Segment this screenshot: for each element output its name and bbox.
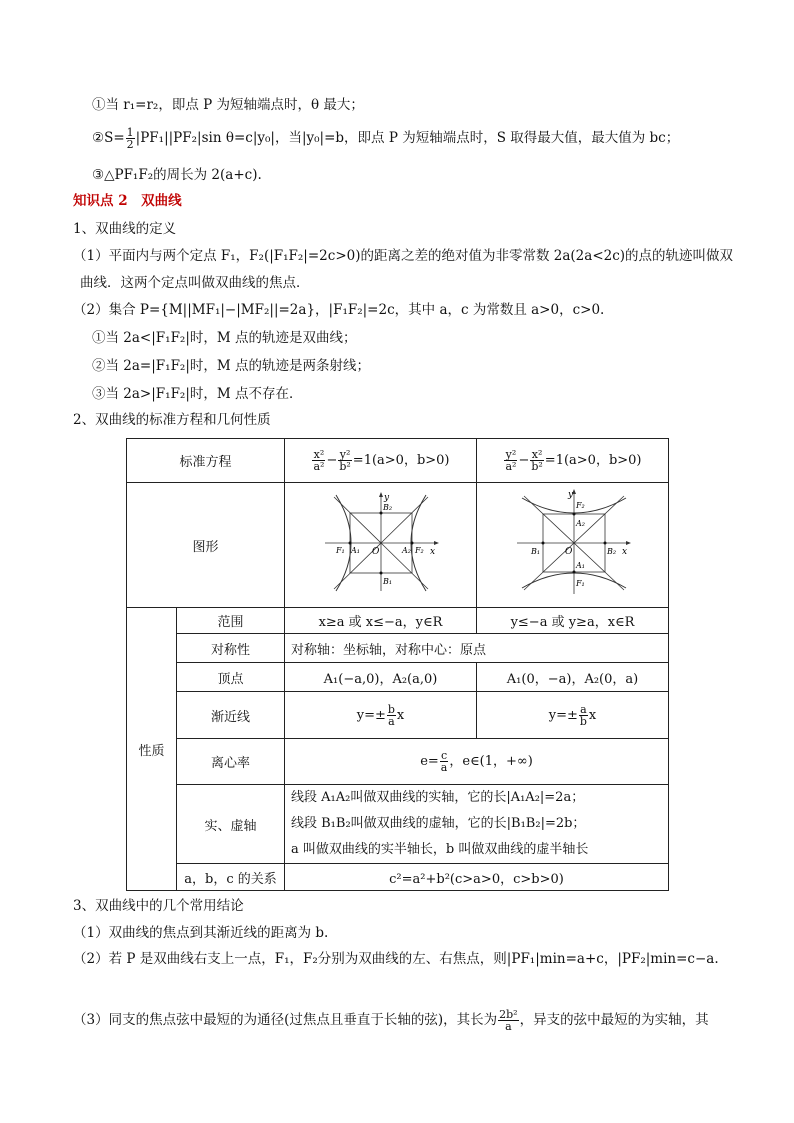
s3-conclusion-3: （3）同支的焦点弦中最短的为通径(过焦点且垂直于长轴的弦)，其长为 $\frac{\text{2b²}}{a}$ ，异支的弦中最短的为实轴，其 xyxy=(73,1008,709,1033)
std-eq-vertical: $\frac{\text{y²}}{\text{a²}}$ − $\frac{\text{x²}}{\text{b²}}$ =1(a>0，b>0) xyxy=(477,439,669,483)
svg-text:A₂: A₂ xyxy=(575,519,585,528)
svg-text:B₂: B₂ xyxy=(606,547,616,556)
s2-title: 2、双曲线的标准方程和几何性质 xyxy=(73,412,271,428)
half-fraction: $\frac{1}{2}$ xyxy=(126,126,134,151)
svg-text:O: O xyxy=(371,547,379,557)
asymptote-horizontal: y=± $\frac{b}{a}$ x xyxy=(285,692,477,739)
s3-title: 3、双曲线中的几个常用结论 xyxy=(73,898,244,914)
range-vertical: y≤−a 或 y≥a，x∈R xyxy=(477,608,669,634)
hyperbola-properties-table xyxy=(126,438,669,891)
svg-text:y: y xyxy=(567,490,573,500)
svg-text:x: x xyxy=(621,547,627,557)
ellipse-item-2 xyxy=(92,126,679,150)
s1-p1b: 曲线．这两个定点叫做双曲线的焦点． xyxy=(80,275,310,291)
hyperbola-vertical-figure xyxy=(514,488,632,598)
eccentricity-value: e= $\frac{c}{a}$ ，e∈(1，+∞) xyxy=(285,739,669,785)
s1-p2: （2）集合 P={M||MF₁|−|MF₂||=2a}，|F₁F₂|=2c，其中 a，c 为常数且 a>0，c>0. xyxy=(73,302,605,318)
figure-vertical xyxy=(477,483,669,608)
vertex-label: 顶点 xyxy=(177,663,285,692)
svg-text:x: x xyxy=(429,547,435,557)
svg-text:F₂: F₂ xyxy=(575,501,585,510)
svg-text:F₁: F₁ xyxy=(575,579,585,588)
item2-post: |PF₁||PF₂|sin θ=c|y₀|，当|y₀|=b，即点 P 为短轴端点时，S 取得最大值，最大值为 bc； xyxy=(135,130,680,146)
figure-label: 图形 xyxy=(127,483,285,608)
svg-text:A₂: A₂ xyxy=(401,546,411,555)
ellipse-item-3: ③△PF₁F₂的周长为 2(a+c). xyxy=(92,167,262,183)
asymptote-vertical: y=± $\frac{a}{b}$ x xyxy=(477,692,669,739)
vertex-horizontal: A₁(−a,0)，A₂(a,0) xyxy=(285,663,477,692)
svg-text:F₂: F₂ xyxy=(414,546,424,555)
svg-text:O: O xyxy=(564,547,572,557)
svg-text:A₁: A₁ xyxy=(350,546,360,555)
ellipse-item-1: ①当 r₁=r₂，即点 P 为短轴端点时，θ 最大； xyxy=(92,97,364,113)
vertex-vertical: A₁(0，−a)，A₂(0，a) xyxy=(477,663,669,692)
real-axis-text: 线段 A₁A₂叫做双曲线的实轴，它的长|A₁A₂|=2a； xyxy=(291,790,585,805)
std-eq-label: 标准方程 xyxy=(127,439,285,483)
s1-case-1: ①当 2a<|F₁F₂|时，M 点的轨迹是双曲线； xyxy=(92,330,357,346)
s1-case-2: ②当 2a=|F₁F₂|时，M 点的轨迹是两条射线； xyxy=(92,358,371,374)
svg-text:y: y xyxy=(383,493,389,503)
abc-relation: c²=a²+b²(c>a>0，c>b>0) xyxy=(285,864,669,891)
svg-text:B₁: B₁ xyxy=(530,547,540,556)
imaginary-axis-text: 线段 B₁B₂叫做双曲线的虚轴，它的长|B₁B₂|=2b； xyxy=(291,816,586,831)
section-heading: 知识点 2 双曲线 xyxy=(73,193,182,209)
range-label: 范围 xyxy=(177,608,285,634)
axes-label: 实、虚轴 xyxy=(177,785,285,864)
s3-conclusion-1: （1）双曲线的焦点到其渐近线的距离为 b. xyxy=(73,925,329,941)
s1-p1a: （1）平面内与两个定点 F₁，F₂(|F₁F₂|=2c>0)的距离之差的绝对值为非零常数 2a(2a<2c)的点的轨迹叫做双 xyxy=(73,248,734,264)
abc-label: a，b，c 的关系 xyxy=(177,864,285,891)
s1-case-3: ③当 2a>|F₁F₂|时，M 点不存在． xyxy=(92,386,303,402)
axes-value xyxy=(285,785,669,864)
symmetry-label: 对称性 xyxy=(177,634,285,663)
range-horizontal: x≥a 或 x≤−a，y∈R xyxy=(285,608,477,634)
item2-pre: ②S= xyxy=(92,130,125,146)
figure-horizontal xyxy=(285,483,477,608)
svg-text:B₂: B₂ xyxy=(382,503,392,512)
asymptote-label: 渐近线 xyxy=(177,692,285,739)
props-label: 性质 xyxy=(127,608,177,891)
eccentricity-label: 离心率 xyxy=(177,739,285,785)
svg-text:F₁: F₁ xyxy=(335,546,345,555)
svg-text:A₁: A₁ xyxy=(575,561,585,570)
s1-title: 1、双曲线的定义 xyxy=(73,221,177,237)
std-eq-horizontal: $\frac{\text{x²}}{\text{a²}}$ − $\frac{\text{y²}}{\text{b²}}$ =1(a>0，b>0) xyxy=(285,439,477,483)
svg-text:B₁: B₁ xyxy=(382,577,392,586)
s3-conclusion-2: （2）若 P 是双曲线右支上一点，F₁，F₂分别为双曲线的左、右焦点，则|PF₁|min=a+c，|PF₂|min=c−a. xyxy=(73,951,719,967)
half-axis-text: a 叫做双曲线的实半轴长，b 叫做双曲线的虚半轴长 xyxy=(291,842,589,857)
hyperbola-horizontal-figure xyxy=(322,491,440,595)
symmetry-value: 对称轴：坐标轴，对称中心：原点 xyxy=(285,634,669,663)
